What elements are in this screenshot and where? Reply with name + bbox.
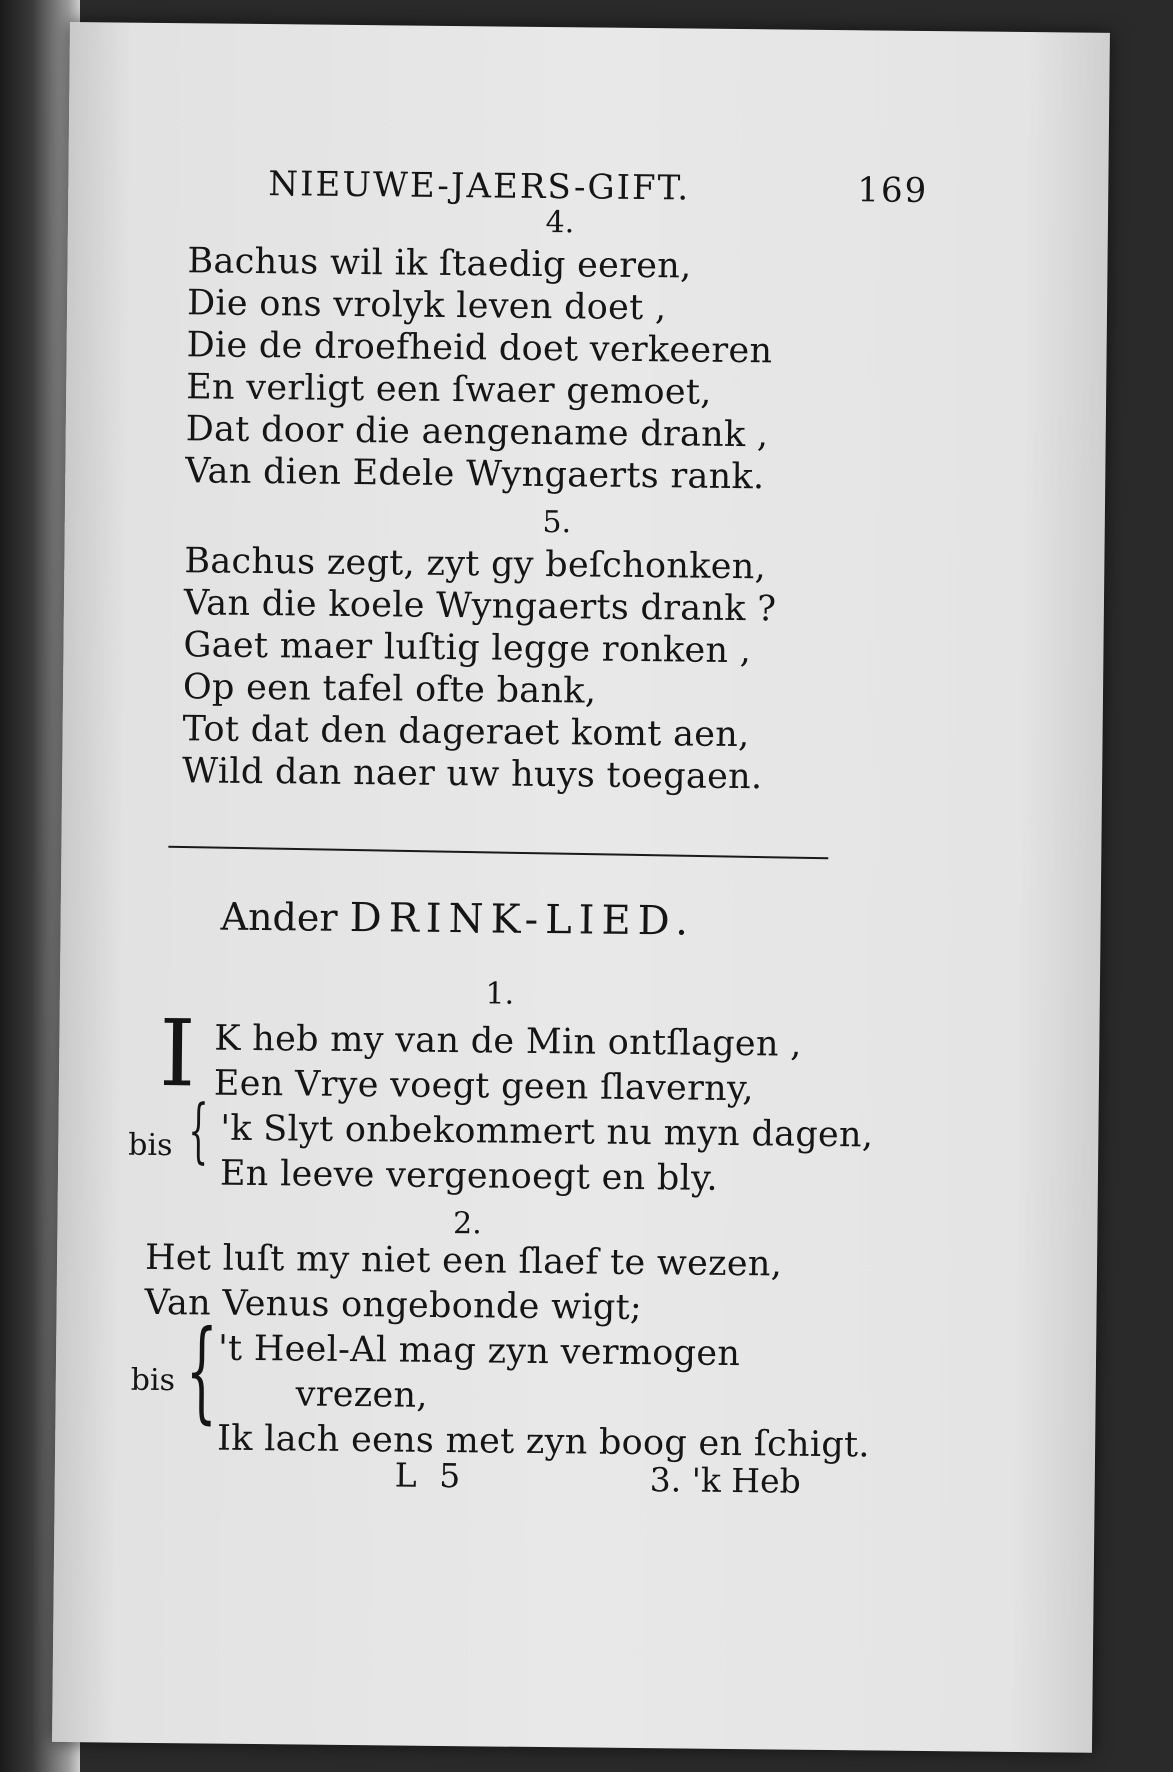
stanza4-line-6: Van dien Edele Wyngaerts rank. (185, 451, 765, 498)
section-rule (168, 846, 828, 860)
verse2-bis-label: bis (130, 1362, 176, 1399)
stanza4-line-1: Bachus wil ik ſtaedig eeren, (187, 241, 692, 287)
stanza5-line-3: Gaet maer luſtig legge ronken , (183, 625, 752, 672)
stanza5-line-5: Tot dat den dageraet komt aen, (182, 709, 750, 756)
catchword: 3. 'k Heb (649, 1460, 801, 1501)
verse-number-1: 1. (485, 976, 515, 1012)
verse1-bis-line-1: 'k Slyt onbekommert nu myn dagen, (220, 1108, 874, 1156)
drop-cap: I (158, 999, 197, 1108)
stanza5-line-1: Bachus zegt, zyt gy beſchonken, (184, 541, 767, 588)
stanza5-line-4: Op een tafel ofte bank, (182, 667, 597, 712)
stanza4-line-4: En verligt een ſwaer gemoet, (185, 367, 712, 413)
stanza4-line-5: Dat door die aengename drank , (185, 409, 769, 456)
stanza-number-4: 4. (545, 204, 575, 241)
stanza5-line-2: Van die koele Wyngaerts drank ? (183, 583, 777, 630)
verse2-line-2: Van Venus ongebonde wigt; (144, 1282, 643, 1329)
song-title (220, 894, 695, 945)
verse2-bis-line-1: 't Heel-Al mag zyn vermogen (217, 1328, 741, 1375)
verse1-bis-label: bis (128, 1127, 173, 1164)
verse1-line-1: K heb my van de Min ontſlagen , (214, 1018, 802, 1065)
verse1-brace: { (187, 1089, 209, 1172)
stanza4-line-2: Die ons vrolyk leven doet , (186, 283, 667, 329)
signature-mark: L 5 (394, 1455, 467, 1496)
stanza5-line-6: Wild dan naer uw huys toegaen. (181, 751, 763, 798)
stanza-number-5: 5. (542, 504, 572, 541)
verse-number-2: 2. (452, 1206, 482, 1242)
verse2-brace: { (185, 1306, 219, 1435)
verse2-bis-line-2: vrezen, (295, 1374, 428, 1416)
page-number: 169 (857, 170, 929, 211)
stanza4-line-3: Die de droefheid doet verkeeren (186, 325, 773, 372)
running-head (268, 164, 929, 211)
verse2-bis-line-3: Ik lach eens met zyn boog en ſchigt. (216, 1418, 871, 1466)
verse1-line-2: Een Vrye voegt geen ſlaverny, (213, 1063, 754, 1110)
running-title: NIEUWE-JAERS-GIFT. (268, 164, 691, 209)
verse2-line-1: Het luſt my niet een ſlaef te wezen, (144, 1237, 783, 1285)
song-title-prefix: Ander (220, 894, 338, 940)
song-title-caps: DRINK-LIED. (349, 894, 696, 945)
verse1-bis-line-2: En leeve vergenoegt en bly. (219, 1153, 719, 1199)
book-page (52, 22, 1110, 1753)
